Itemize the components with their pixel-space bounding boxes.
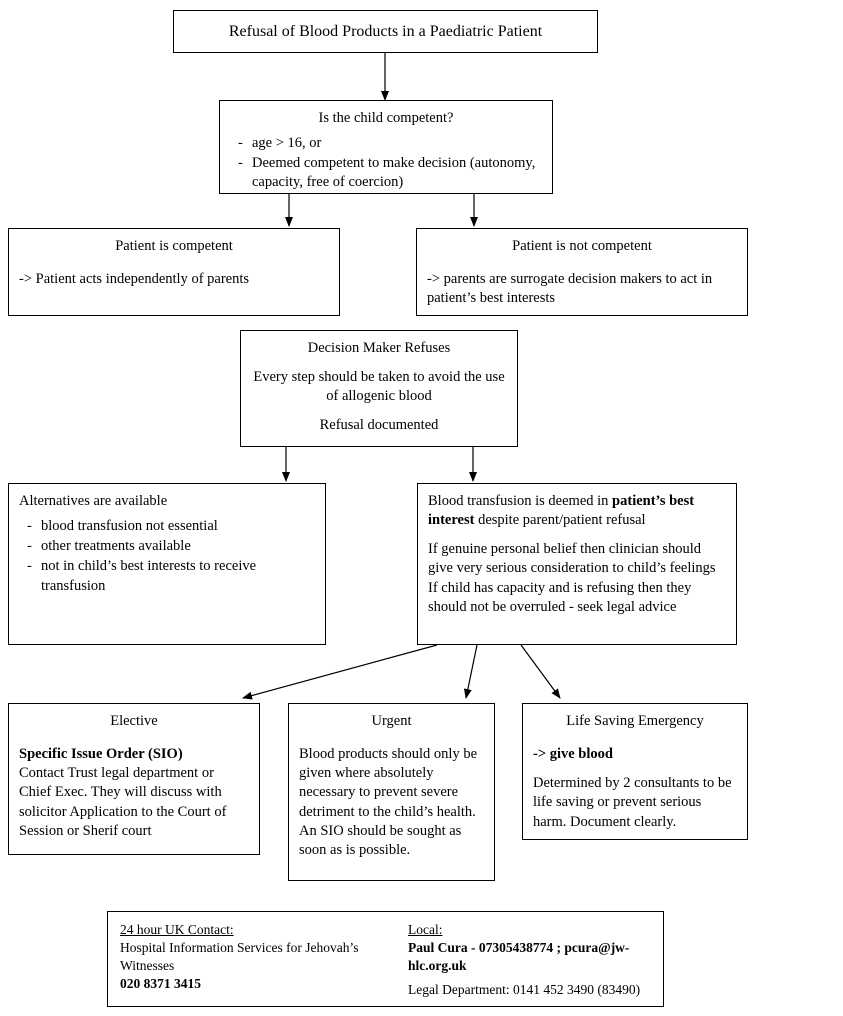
spacer xyxy=(251,406,507,416)
spacer xyxy=(251,358,507,368)
urgent-body: Blood products should only be given where absolutely necessary to prevent severe detriment to the child’s health. An SIO should be sought as soon as is possible. xyxy=(299,746,478,858)
contact-box xyxy=(107,911,664,1007)
refuses-line-2: Refusal documented xyxy=(319,417,439,434)
transfusion-para-2: If child has capacity and is refusing then they should not be overruled - seek legal advice xyxy=(428,579,692,615)
contact-local-person xyxy=(408,939,651,975)
title-box xyxy=(173,10,598,53)
refuses-title: Decision Maker Refuses xyxy=(307,340,451,356)
contact-uk-phone: 020 8371 3415 xyxy=(120,975,201,991)
emergency-heading: -> give blood xyxy=(533,746,613,763)
emergency-title: Life Saving Emergency xyxy=(566,713,704,729)
contact-local-details: - 07305438774 ; pcura@jw-hlc.org.uk xyxy=(408,939,630,973)
alternatives-bullet: - other treatments available xyxy=(23,537,315,556)
patient-not-competent-title: Patient is not competent xyxy=(512,238,652,254)
spacer xyxy=(428,530,726,540)
contact-right-column xyxy=(408,921,651,997)
alternatives-box xyxy=(8,483,326,645)
competence-box xyxy=(219,100,553,194)
patient-competent-box xyxy=(8,228,340,316)
contact-legal-department: Legal Department: 0141 452 3490 (83490) xyxy=(408,981,641,997)
urgent-title: Urgent xyxy=(371,713,412,729)
transfusion-lead-bold: patient’s best interest xyxy=(428,493,695,529)
spacer xyxy=(19,260,329,270)
transfusion-lead-part1: Blood transfusion is deemed in xyxy=(428,493,613,509)
patient-not-competent-body: -> parents are surrogate decision makers to act in patient’s best interests xyxy=(427,271,713,307)
contact-left-column xyxy=(120,921,408,997)
competence-box-title: Is the child competent? xyxy=(318,110,454,126)
patient-not-competent-box xyxy=(416,228,748,316)
contact-uk-line-1: Hospital Information Services for Jehovah’s Witnesses xyxy=(120,939,359,973)
elective-heading: Specific Issue Order (SIO) xyxy=(19,746,183,763)
competence-bullet: - age > 16, or xyxy=(234,134,542,153)
spacer xyxy=(299,735,484,745)
alternatives-bullet: - not in child’s best interests to receive transfusion xyxy=(23,557,315,595)
elective-body: Contact Trust legal department or Chief Exec. They will discuss with solicitor Application to the Court of Session or Sherif court xyxy=(19,765,227,839)
contact-uk-heading: 24 hour UK Contact: xyxy=(120,922,234,937)
competence-bullet: - Deemed competent to make decision (autonomy, capacity, free of coercion) xyxy=(234,154,542,192)
alternatives-bullets xyxy=(19,517,315,596)
contact-local-name: Paul Cura xyxy=(408,939,468,955)
contact-local-heading: Local: xyxy=(408,922,443,937)
transfusion-lead xyxy=(428,492,726,530)
title-box-text: Refusal of Blood Products in a Paediatric Patient xyxy=(228,22,543,40)
emergency-box xyxy=(522,703,748,840)
emergency-body: Determined by 2 consultants to be life saving or prevent serious harm. Document clearly. xyxy=(533,775,732,830)
urgent-box xyxy=(288,703,495,881)
transfusion-para-1: If genuine personal belief then clinician should give very serious consideration to child’s feelings xyxy=(428,541,716,577)
patient-competent-body: -> Patient acts independently of parents xyxy=(19,271,250,288)
elective-box xyxy=(8,703,260,855)
elective-title: Elective xyxy=(110,713,158,729)
transfusion-best-interest-box xyxy=(417,483,737,645)
competence-box-bullets xyxy=(230,134,542,192)
alternatives-title: Alternatives are available xyxy=(19,493,168,509)
transfusion-lead-part2: despite parent/patient refusal xyxy=(474,512,646,529)
refuses-line-1: Every step should be taken to avoid the use of allogenic blood xyxy=(253,369,505,405)
spacer xyxy=(533,764,737,774)
patient-competent-title: Patient is competent xyxy=(115,238,233,254)
spacer xyxy=(533,735,737,745)
spacer xyxy=(19,735,249,745)
spacer xyxy=(427,260,737,270)
decision-maker-refuses-box xyxy=(240,330,518,447)
alternatives-bullet: - blood transfusion not essential xyxy=(23,517,315,536)
